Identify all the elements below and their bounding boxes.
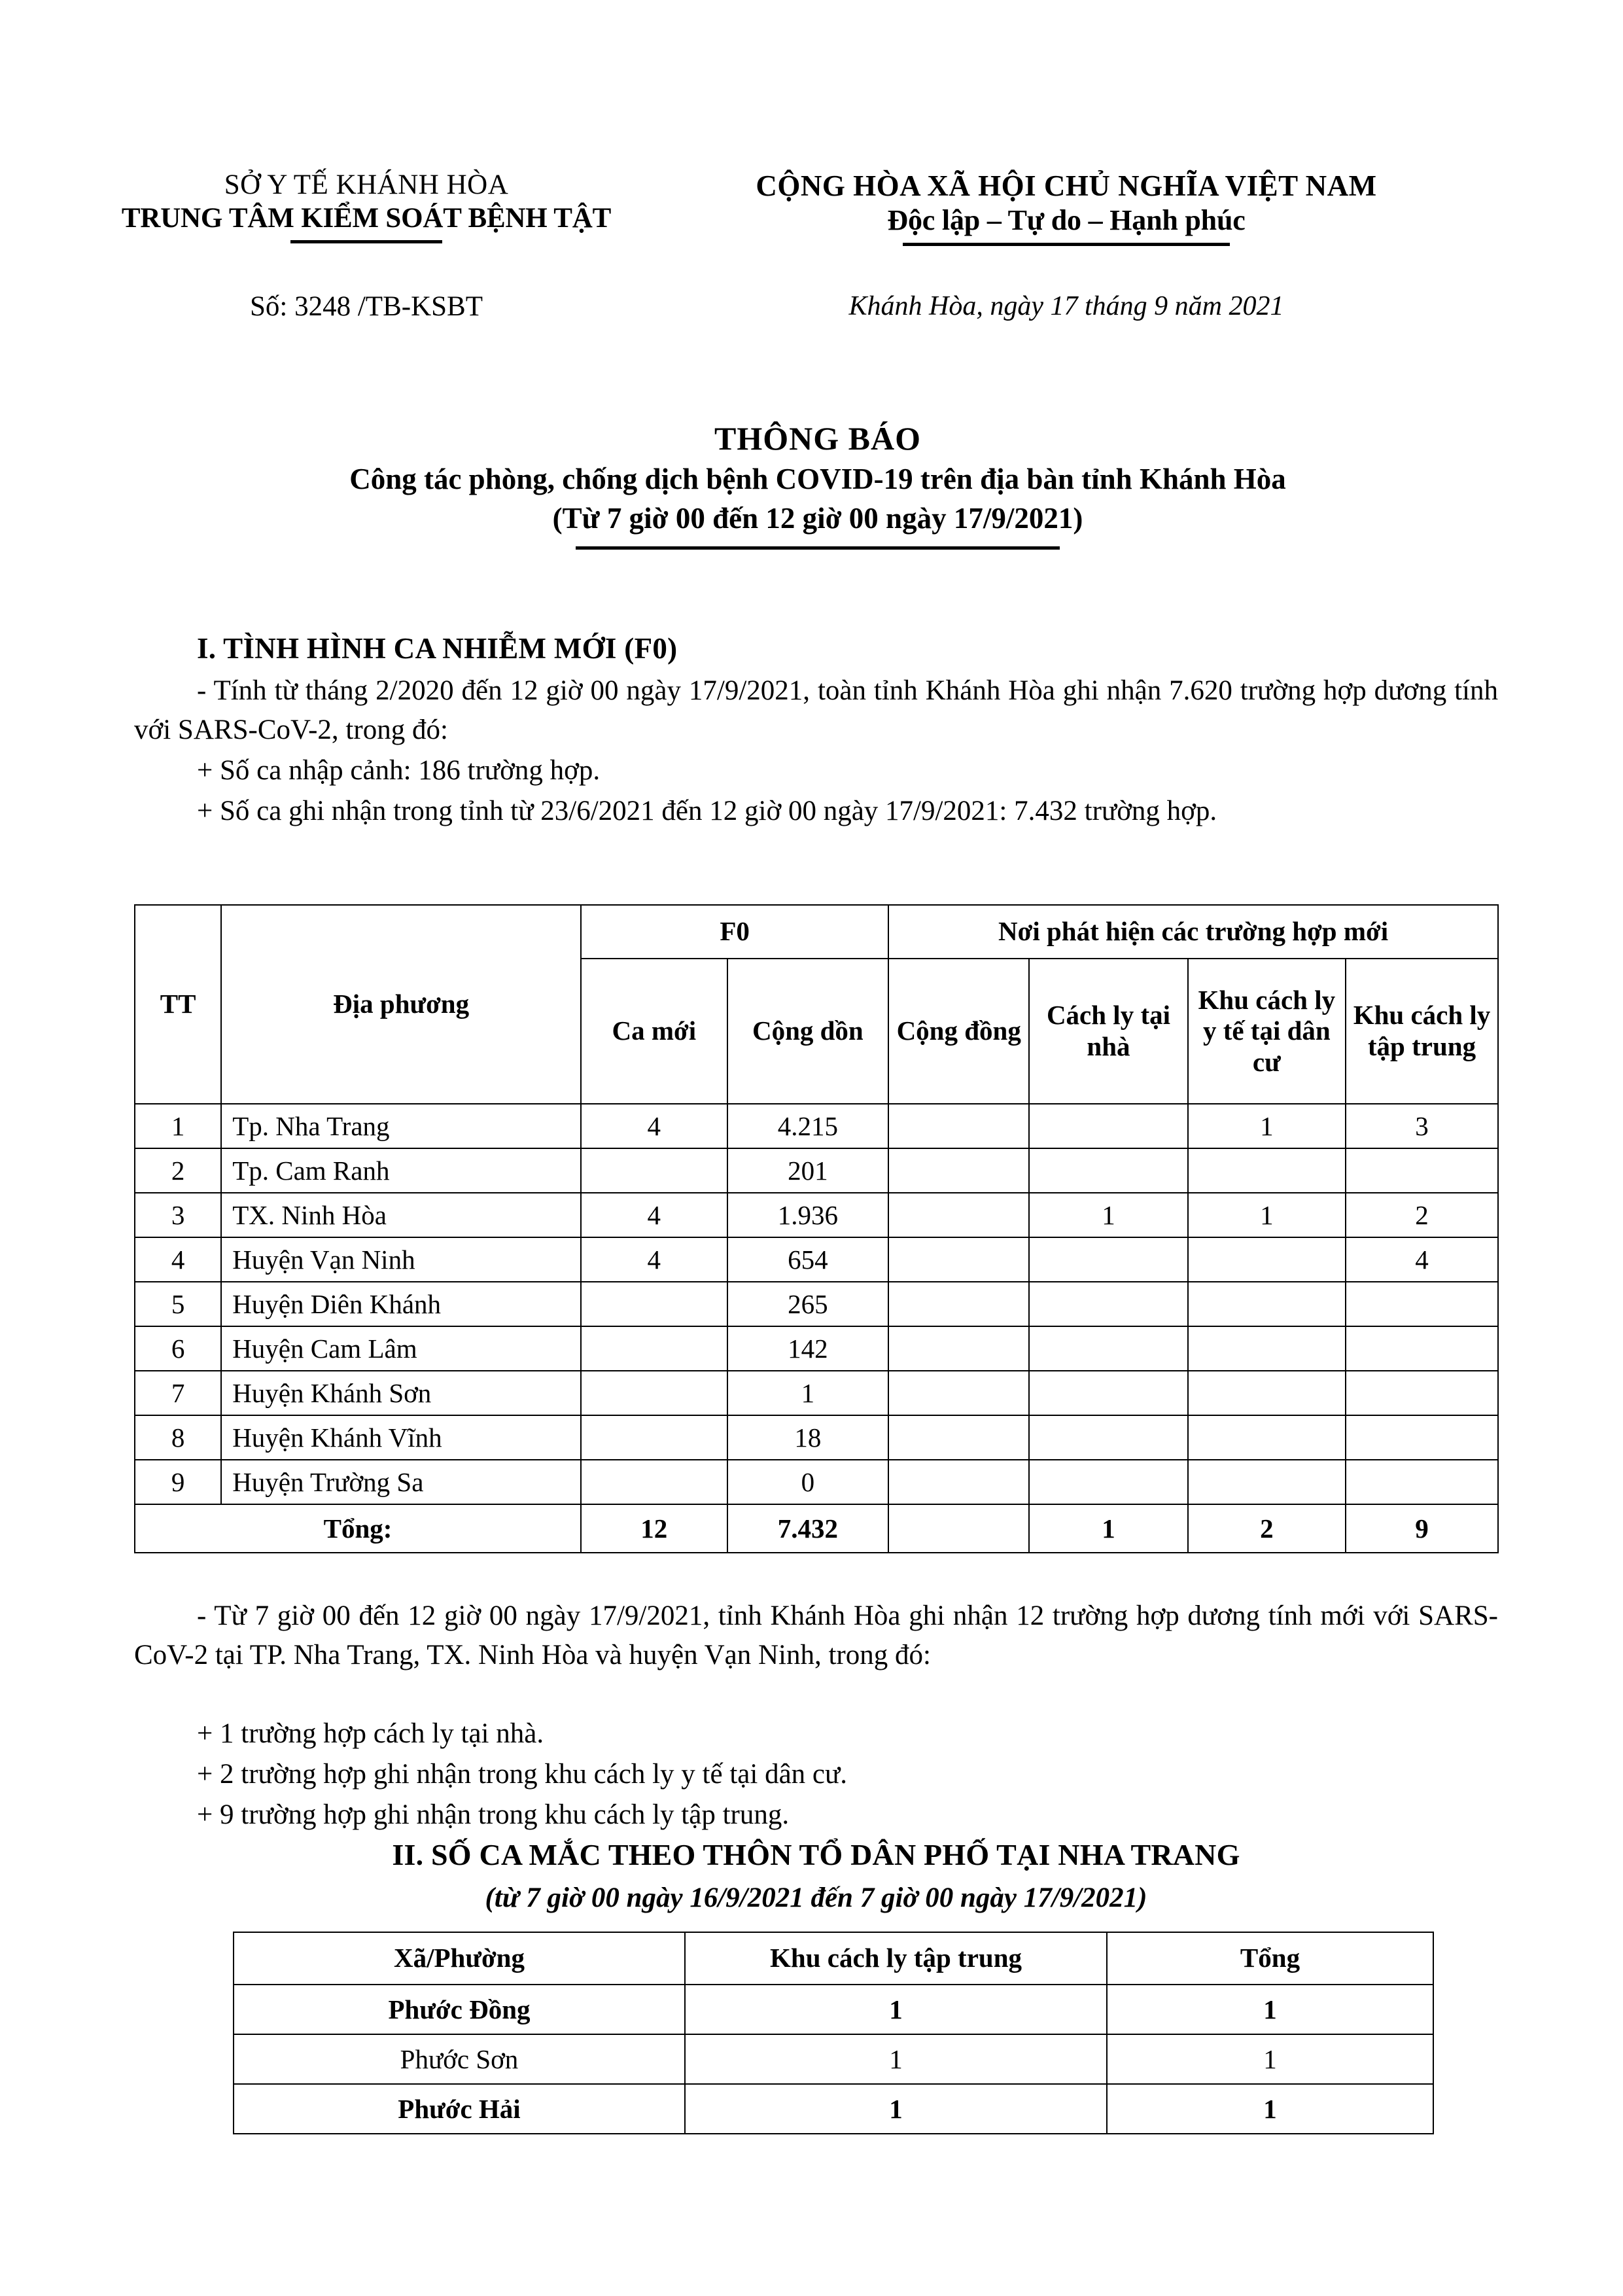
section-1-paragraph-2: + Số ca nhập cảnh: 186 trường hợp. [197, 755, 601, 786]
cell-locality: Huyện Trường Sa [221, 1460, 581, 1504]
cell-home-quarantine [1029, 1282, 1187, 1326]
cell-cumulative: 654 [727, 1237, 889, 1282]
cell-tt: 1 [135, 1104, 221, 1148]
cell-new-cases [581, 1415, 727, 1460]
cell-community [888, 1371, 1029, 1415]
table1-body [135, 1104, 1498, 1553]
cell-new-cases: 4 [581, 1104, 727, 1148]
cell-central-quarantine [1346, 1460, 1498, 1504]
header-place-group: Nơi phát hiện các trường hợp mới [888, 905, 1498, 959]
cell-home-quarantine [1029, 1415, 1187, 1460]
cell-central-quarantine: 3 [1346, 1104, 1498, 1148]
section-1-after-paragraph-4: + 9 trường hợp ghi nhận trong khu cách ly tập trung. [197, 1799, 790, 1830]
masthead-left-rule [290, 240, 442, 243]
header-central-quarantine: Khu cách ly tập trung [1346, 959, 1498, 1104]
cell-community [888, 1148, 1029, 1193]
cell-total-central: 9 [1346, 1504, 1498, 1553]
cell-tt: 7 [135, 1371, 221, 1415]
cell-ward: Phước Đồng [234, 1985, 685, 2034]
header-f0-group: F0 [581, 905, 888, 959]
cell-medical-quarantine [1188, 1326, 1346, 1371]
section-1-after-paragraph-1: - Từ 7 giờ 00 đến 12 giờ 00 ngày 17/9/2021, tỉnh Khánh Hòa ghi nhận 12 trường hợp dương tính mới với SARS-CoV-2 tại TP. Nha Trang, TX. Ninh Hòa và huyện Vạn Ninh, trong đó: [134, 1600, 1498, 1671]
cell-medical-quarantine [1188, 1415, 1346, 1460]
title-rule [576, 546, 1060, 550]
document-type-title: THÔNG BÁO [714, 420, 921, 457]
document-number: Số: 3248 /TB-KSBT [250, 291, 483, 322]
cell-community [888, 1237, 1029, 1282]
cell-community [888, 1326, 1029, 1371]
cell-cumulative: 4.215 [727, 1104, 889, 1148]
cell-cumulative: 201 [727, 1148, 889, 1193]
cell-new-cases [581, 1282, 727, 1326]
cell-ward-central-quarantine: 1 [685, 2034, 1107, 2084]
cell-cumulative: 1 [727, 1371, 889, 1415]
section-1-paragraph-1: - Tính từ tháng 2/2020 đến 12 giờ 00 ngày 17/9/2021, toàn tỉnh Khánh Hòa ghi nhận 7.620 trường hợp dương tính với SARS-CoV-2, trong đó: [134, 675, 1498, 746]
cell-locality: Huyện Vạn Ninh [221, 1237, 581, 1282]
department-name: SỞ Y TẾ KHÁNH HÒA [224, 169, 509, 200]
cell-community [888, 1104, 1029, 1148]
cell-community [888, 1460, 1029, 1504]
table-row [135, 1460, 1498, 1504]
cell-new-cases [581, 1148, 727, 1193]
cell-total-cumulative: 7.432 [727, 1504, 889, 1553]
cell-ward: Phước Hải [234, 2084, 685, 2134]
table-row [234, 2084, 1433, 2134]
header-ward: Xã/Phường [234, 1932, 685, 1985]
cell-central-quarantine: 2 [1346, 1193, 1498, 1237]
header-ward-total: Tổng [1107, 1932, 1433, 1985]
cell-cumulative: 265 [727, 1282, 889, 1326]
cell-community [888, 1193, 1029, 1237]
header-tt: TT [135, 905, 221, 1104]
table-row [234, 1985, 1433, 2034]
cell-cumulative: 1.936 [727, 1193, 889, 1237]
cell-new-cases [581, 1326, 727, 1371]
section-2-subheading: (từ 7 giờ 00 ngày 16/9/2021 đến 7 giờ 00 ngày 17/9/2021) [485, 1882, 1147, 1913]
issuing-authority-block [118, 169, 615, 243]
cell-home-quarantine [1029, 1460, 1187, 1504]
section-2-heading: II. SỐ CA MẮC THEO THÔN TỔ DÂN PHỐ TẠI NHA TRANG [392, 1838, 1240, 1871]
masthead [118, 169, 1518, 246]
cell-ward: Phước Sơn [234, 2034, 685, 2084]
cell-home-quarantine [1029, 1326, 1187, 1371]
table-row [135, 1193, 1498, 1237]
cell-ward-total: 1 [1107, 2084, 1433, 2134]
section-1-after-paragraph-3: + 2 trường hợp ghi nhận trong khu cách ly y tế tại dân cư. [197, 1759, 848, 1790]
cell-total-home: 1 [1029, 1504, 1187, 1553]
cell-medical-quarantine [1188, 1460, 1346, 1504]
cell-home-quarantine [1029, 1237, 1187, 1282]
cell-home-quarantine [1029, 1371, 1187, 1415]
section-1-paragraph-3: + Số ca ghi nhận trong tỉnh từ 23/6/2021 đến 12 giờ 00 ngày 17/9/2021: 7.432 trường hợp. [197, 796, 1217, 826]
cell-locality: Huyện Diên Khánh [221, 1282, 581, 1326]
national-heading-block [615, 169, 1518, 246]
table-row [135, 1282, 1498, 1326]
cell-central-quarantine [1346, 1415, 1498, 1460]
cell-tt: 8 [135, 1415, 221, 1460]
cell-locality: TX. Ninh Hòa [221, 1193, 581, 1237]
cell-medical-quarantine [1188, 1237, 1346, 1282]
table-row [135, 1371, 1498, 1415]
table-row [135, 1104, 1498, 1148]
center-name: TRUNG TÂM KIỂM SOÁT BỆNH TẬT [121, 202, 612, 234]
cell-locality: Huyện Khánh Vĩnh [221, 1415, 581, 1460]
header-f0-new: Ca mới [581, 959, 727, 1104]
cell-central-quarantine [1346, 1371, 1498, 1415]
cell-total-medical: 2 [1188, 1504, 1346, 1553]
cell-ward-central-quarantine: 1 [685, 2084, 1107, 2134]
header-medical-quarantine: Khu cách ly y tế tại dân cư [1188, 959, 1346, 1104]
title-block [118, 417, 1518, 550]
cell-locality: Huyện Cam Lâm [221, 1326, 581, 1371]
cell-central-quarantine [1346, 1282, 1498, 1326]
cell-tt: 2 [135, 1148, 221, 1193]
table2-header-row [234, 1932, 1433, 1985]
cell-community [888, 1282, 1029, 1326]
header-f0-cumulative: Cộng dồn [727, 959, 889, 1104]
header-home-quarantine: Cách ly tại nhà [1029, 959, 1187, 1104]
cell-medical-quarantine [1188, 1371, 1346, 1415]
cell-ward-total: 1 [1107, 2034, 1433, 2084]
cell-new-cases: 4 [581, 1193, 727, 1237]
cell-home-quarantine: 1 [1029, 1193, 1187, 1237]
cell-new-cases: 4 [581, 1237, 727, 1282]
cell-total-new: 12 [581, 1504, 727, 1553]
cell-medical-quarantine [1188, 1282, 1346, 1326]
cell-cumulative: 18 [727, 1415, 889, 1460]
cell-home-quarantine [1029, 1104, 1187, 1148]
document-subject-line1: Công tác phòng, chống dịch bệnh COVID-19 trên địa bàn tỉnh Khánh Hòa [349, 463, 1286, 495]
country-name: CỘNG HÒA XÃ HỘI CHỦ NGHĨA VIỆT NAM [756, 169, 1377, 202]
cell-tt: 6 [135, 1326, 221, 1371]
document-period-line: (Từ 7 giờ 00 đến 12 giờ 00 ngày 17/9/2021) [552, 502, 1083, 535]
cell-central-quarantine [1346, 1148, 1498, 1193]
header-ward-central-quarantine: Khu cách ly tập trung [685, 1932, 1107, 1985]
table-row [135, 1148, 1498, 1193]
table1-header-row-1 [135, 905, 1498, 959]
cell-tt: 3 [135, 1193, 221, 1237]
table-row [135, 1415, 1498, 1460]
table-total-row [135, 1504, 1498, 1553]
section-1-after-paragraph-2: + 1 trường hợp cách ly tại nhà. [197, 1718, 544, 1749]
cell-medical-quarantine: 1 [1188, 1193, 1346, 1237]
cell-community [888, 1415, 1029, 1460]
cell-tt: 5 [135, 1282, 221, 1326]
table-row [234, 2034, 1433, 2084]
cell-total-community [888, 1504, 1029, 1553]
header-community: Cộng đồng [888, 959, 1029, 1104]
cell-medical-quarantine [1188, 1148, 1346, 1193]
cell-total-label: Tổng: [135, 1504, 581, 1553]
cell-cumulative: 142 [727, 1326, 889, 1371]
table-row [135, 1326, 1498, 1371]
section-1-heading: I. TÌNH HÌNH CA NHIỄM MỚI (F0) [197, 632, 678, 665]
cell-medical-quarantine: 1 [1188, 1104, 1346, 1148]
national-motto: Độc lập – Tự do – Hạnh phúc [887, 204, 1246, 237]
table-row [135, 1237, 1498, 1282]
cell-locality: Huyện Khánh Sơn [221, 1371, 581, 1415]
cell-locality: Tp. Cam Ranh [221, 1148, 581, 1193]
cell-central-quarantine: 4 [1346, 1237, 1498, 1282]
cell-locality: Tp. Nha Trang [221, 1104, 581, 1148]
place-and-date: Khánh Hòa, ngày 17 tháng 9 năm 2021 [848, 291, 1284, 321]
cell-home-quarantine [1029, 1148, 1187, 1193]
cell-central-quarantine [1346, 1326, 1498, 1371]
cell-ward-total: 1 [1107, 1985, 1433, 2034]
table2-body [234, 1985, 1433, 2134]
cell-tt: 9 [135, 1460, 221, 1504]
cell-cumulative: 0 [727, 1460, 889, 1504]
cell-new-cases [581, 1460, 727, 1504]
cell-ward-central-quarantine: 1 [685, 1985, 1107, 2034]
cell-new-cases [581, 1371, 727, 1415]
cell-tt: 4 [135, 1237, 221, 1282]
ward-cases-table [233, 1932, 1434, 2134]
masthead-right-rule [903, 243, 1230, 246]
covid-locality-table [134, 904, 1499, 1553]
header-locality: Địa phương [221, 905, 581, 1104]
